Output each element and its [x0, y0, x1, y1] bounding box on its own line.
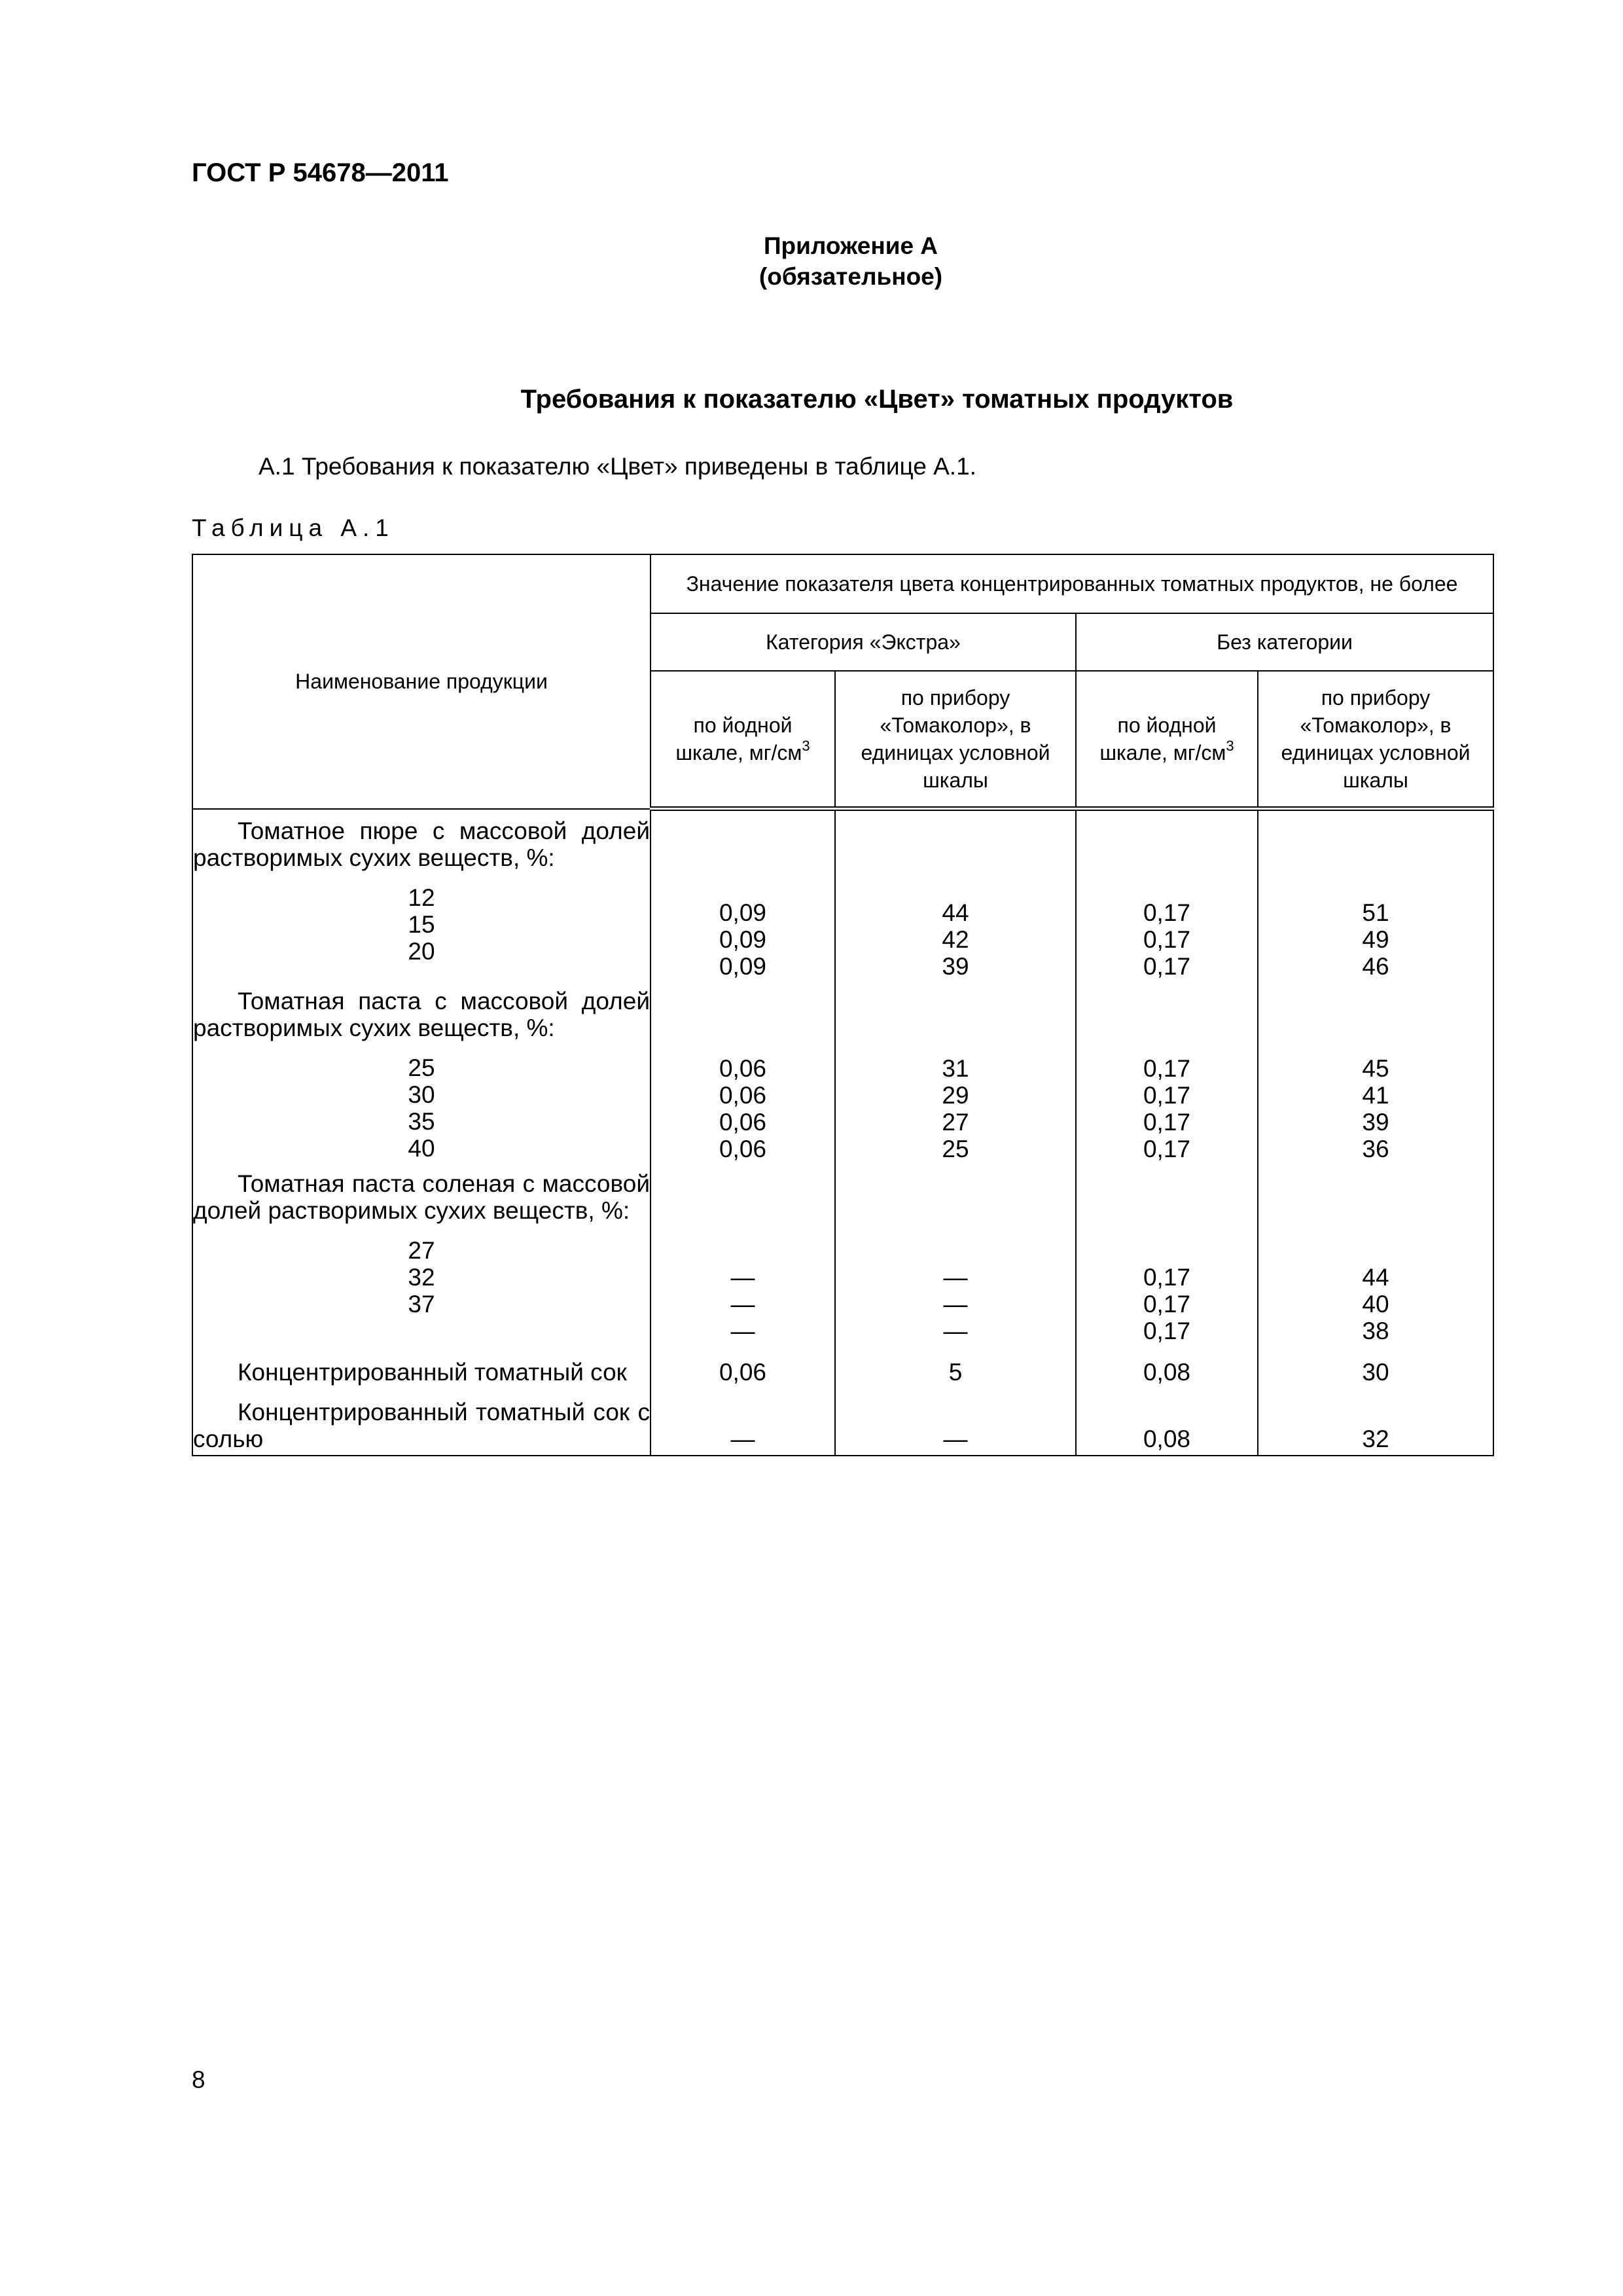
table-row	[192, 809, 1493, 980]
product-juice-salt	[192, 1386, 651, 1456]
concentration-list: 12 15 20	[408, 884, 435, 965]
header-category-extra: Категория «Экстра»	[651, 613, 1076, 671]
tomacolor-none-values: 44 40 38	[1258, 1162, 1493, 1344]
tomacolor-none-value: 32	[1258, 1386, 1493, 1456]
section-title: Требования к показателю «Цвет» томатных продуктов	[520, 385, 1234, 414]
header-iodine-extra: по йодной шкале, $мг/см^3$	[651, 671, 835, 809]
tomacolor-extra-values: — — —	[835, 1162, 1076, 1344]
iodine-none-values: 0,17 0,17 0,17	[1076, 1162, 1258, 1344]
iodine-extra-value: —	[651, 1386, 835, 1456]
header-product-name: Наименование продукции	[192, 554, 651, 809]
appendix-status: (обязательное)	[758, 263, 943, 290]
iodine-extra-values: 0,09 0,09 0,09	[651, 809, 835, 980]
document-code: ГОСТ Р 54678—2011	[192, 158, 449, 187]
header-tomacolor-none: по прибору «Томаколор», в единицах условной шкалы	[1258, 671, 1493, 809]
product-label: Концентрированный томатный сок	[238, 1359, 627, 1386]
product-group-paste	[192, 980, 651, 1162]
table-row	[192, 1344, 1493, 1386]
iodine-none-values: 0,17 0,17 0,17	[1076, 809, 1258, 980]
tomacolor-none-values: 51 49 46	[1258, 809, 1493, 980]
table-row	[192, 1162, 1493, 1344]
header-tomacolor-extra: по прибору «Томаколор», в единицах условной шкалы	[835, 671, 1076, 809]
group-label: Томатная паста соленая с массовой долей растворимых сухих веществ, %:	[193, 1170, 650, 1224]
iodine-none-value: 0,08	[1076, 1386, 1258, 1456]
product-label: Концентрированный томатный сок с солью	[193, 1399, 650, 1452]
product-group-puree	[192, 809, 651, 980]
group-label: Томатное пюре с массовой долей растворимых сухих веществ, %:	[193, 817, 650, 871]
table-row	[192, 980, 1493, 1162]
tomacolor-extra-value: —	[835, 1386, 1076, 1456]
tomacolor-extra-values: 44 42 39	[835, 809, 1076, 980]
iodine-none-values: 0,17 0,17 0,17 0,17	[1076, 980, 1258, 1162]
tomacolor-extra-values: 31 29 27 25	[835, 980, 1076, 1162]
tomacolor-none-values: 45 41 39 36	[1258, 980, 1493, 1162]
table-caption: Таблица А.1	[192, 514, 395, 541]
color-requirements-table	[192, 554, 1494, 1456]
header-color-value: Значение показателя цвета концентрированных томатных продуктов, не более	[651, 554, 1493, 613]
intro-paragraph: А.1 Требования к показателю «Цвет» приведены в таблице А.1.	[259, 453, 976, 480]
header-iodine-none: по йодной шкале, $мг/см^3$	[1076, 671, 1258, 809]
iodine-extra-values: — — —	[651, 1162, 835, 1344]
concentration-list: 25 30 35 40	[408, 1054, 435, 1162]
concentration-list: 27 32 37	[408, 1237, 435, 1318]
header-no-category: Без категории	[1076, 613, 1493, 671]
product-juice	[192, 1344, 651, 1386]
appendix-heading	[713, 230, 988, 292]
iodine-none-value: 0,08	[1076, 1344, 1258, 1386]
iodine-extra-values: 0,06 0,06 0,06 0,06	[651, 980, 835, 1162]
page-number: 8	[192, 2066, 205, 2093]
group-label: Томатная паста с массовой долей растворимых сухих веществ, %:	[193, 988, 650, 1041]
product-group-salted-paste	[192, 1162, 651, 1344]
iodine-extra-value: 0,06	[651, 1344, 835, 1386]
table-row	[192, 1386, 1493, 1456]
appendix-title: Приложение А	[763, 232, 938, 259]
tomacolor-extra-value: 5	[835, 1344, 1076, 1386]
tomacolor-none-value: 30	[1258, 1344, 1493, 1386]
